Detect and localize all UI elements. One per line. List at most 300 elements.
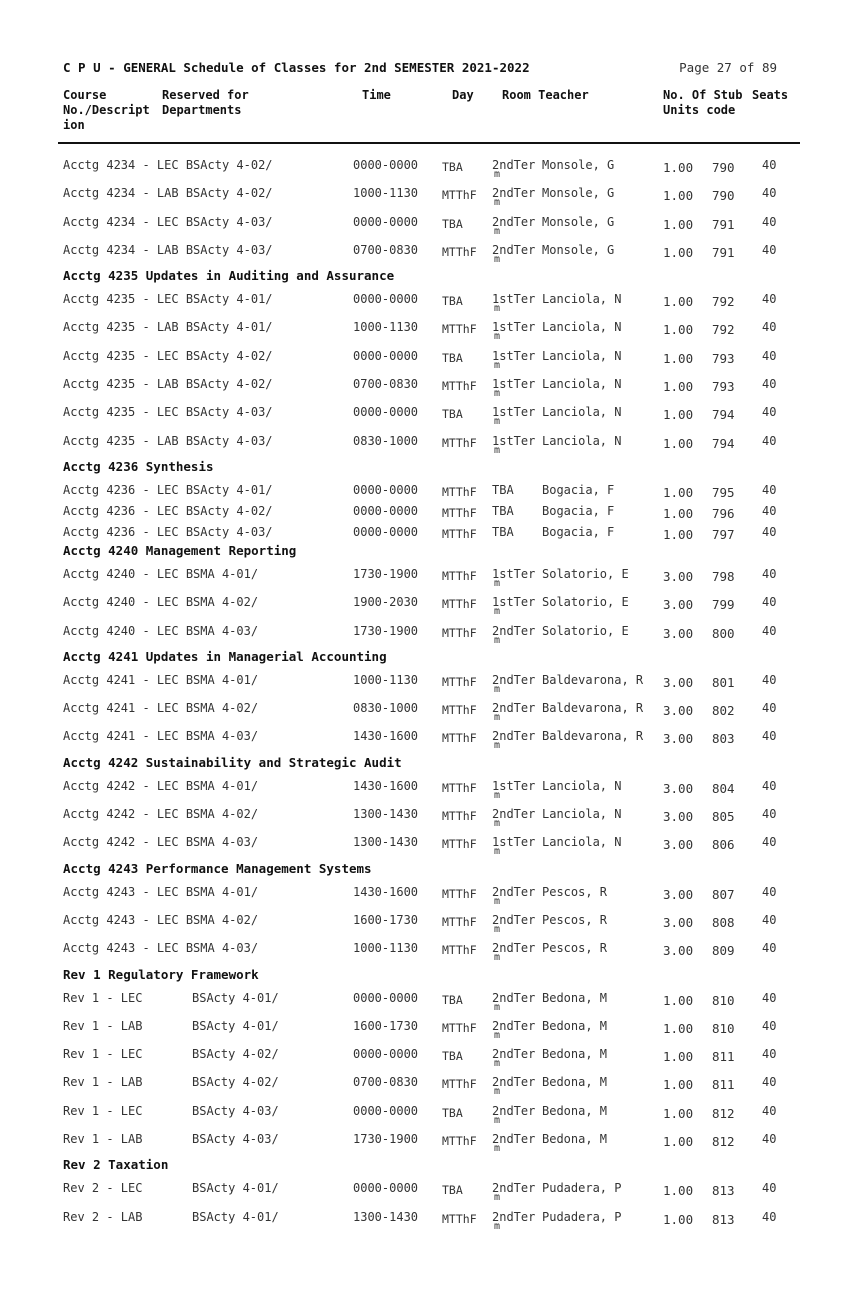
teacher-cell: Baldevarona, R: [542, 672, 644, 687]
day-cell: TBA: [442, 216, 463, 231]
day-cell: TBA: [442, 350, 463, 365]
table-row: [0, 1126, 850, 1154]
room-cell-wrap: m: [494, 1001, 501, 1013]
time-cell: 1300-1430: [353, 807, 419, 822]
room-cell: 2ndTer: [492, 623, 536, 638]
units-cell: 3.00: [663, 625, 694, 641]
teacher-cell: Lanciola, N: [542, 778, 622, 793]
page-title: C P U - GENERAL Schedule of Classes for 2nd SEMESTER 2021-2022: [63, 60, 530, 75]
time-cell: 0000-0000: [353, 1047, 419, 1062]
department-cell: BSActy 4-01/: [192, 1018, 279, 1033]
course-cell: Acctg 4243 - LEC BSMA 4-01/: [63, 884, 259, 899]
teacher-cell: Baldevarona, R: [542, 701, 644, 716]
header-time: Time: [362, 88, 391, 102]
room-cell: 2ndTer: [492, 242, 536, 257]
course-cell: Rev 1 - LEC: [63, 1047, 143, 1062]
units-cell: 1.00: [663, 1134, 694, 1150]
time-cell: 0000-0000: [353, 990, 419, 1005]
table-row: [0, 561, 850, 589]
table-row: [0, 589, 850, 617]
table-row: [0, 618, 850, 646]
seats-cell: 40: [762, 729, 777, 744]
units-cell: 1.00: [663, 350, 694, 366]
units-cell: 3.00: [663, 568, 694, 584]
day-cell: MTThF: [442, 322, 477, 337]
table-row: [0, 801, 850, 829]
table-row: [0, 667, 850, 695]
room-cell-wrap: m: [494, 388, 501, 400]
department-cell: BSActy 4-01/: [192, 1181, 279, 1196]
room-cell-wrap: m: [494, 577, 501, 589]
table-row: [0, 286, 850, 314]
teacher-cell: Lanciola, N: [542, 433, 622, 448]
course-cell: Acctg 4234 - LAB BSActy 4-03/: [63, 242, 273, 257]
header-room-teacher: Room Teacher: [502, 88, 589, 102]
room-cell-wrap: m: [494, 331, 501, 343]
table-row: [0, 428, 850, 456]
seats-cell: 40: [762, 1103, 777, 1118]
day-cell: MTThF: [442, 1020, 477, 1035]
day-cell: TBA: [442, 1049, 463, 1064]
room-cell: 1stTer: [492, 320, 536, 335]
seats-cell: 40: [762, 377, 777, 392]
teacher-cell: Monsole, G: [542, 242, 615, 257]
room-cell: 2ndTer: [492, 158, 536, 172]
course-cell: Rev 2 - LEC: [63, 1181, 143, 1196]
teacher-cell: Baldevarona, R: [542, 729, 644, 744]
room-cell-wrap: m: [494, 197, 501, 209]
units-cell: 3.00: [663, 914, 694, 930]
seats-cell: 40: [762, 214, 777, 229]
room-cell: 2ndTer: [492, 912, 536, 927]
stub-code-cell: 802: [712, 703, 735, 719]
units-cell: 1.00: [663, 1211, 694, 1227]
time-cell: 1000-1130: [353, 320, 419, 335]
stub-code-cell: 790: [712, 188, 735, 204]
table-row: [0, 399, 850, 427]
units-cell: 1.00: [663, 294, 694, 310]
stub-code-cell: 803: [712, 731, 735, 747]
seats-cell: 40: [762, 1075, 777, 1090]
room-cell-wrap: m: [494, 952, 501, 964]
teacher-cell: Solatorio, E: [542, 595, 629, 610]
teacher-cell: Pescos, R: [542, 941, 608, 956]
time-cell: 0000-0000: [353, 405, 419, 420]
room-cell-wrap: m: [494, 923, 501, 935]
time-cell: 0000-0000: [353, 503, 419, 518]
time-cell: 1900-2030: [353, 595, 419, 610]
seats-cell: 40: [762, 1047, 777, 1062]
table-row: [0, 1041, 850, 1069]
seats-cell: 40: [762, 835, 777, 850]
course-cell: Rev 1 - LAB: [63, 1075, 143, 1090]
course-cell: Rev 1 - LAB: [63, 1132, 143, 1147]
course-cell: Acctg 4241 - LEC BSMA 4-01/: [63, 672, 259, 687]
room-cell: 2ndTer: [492, 807, 536, 822]
course-cell: Acctg 4242 - LEC BSMA 4-03/: [63, 835, 259, 850]
stub-code-cell: 806: [712, 837, 735, 853]
section-heading: Acctg 4243 Performance Management Systems: [63, 860, 372, 876]
seats-cell: 40: [762, 990, 777, 1005]
stub-code-cell: 805: [712, 809, 735, 825]
table-row: [0, 209, 850, 237]
course-cell: Acctg 4235 - LEC BSActy 4-03/: [63, 405, 273, 420]
course-cell: Acctg 4234 - LEC BSActy 4-03/: [63, 214, 273, 229]
stub-code-cell: 792: [712, 294, 735, 310]
stub-code-cell: 811: [712, 1077, 735, 1093]
stub-code-cell: 794: [712, 407, 735, 423]
units-cell: 1.00: [663, 1077, 694, 1093]
time-cell: 1730-1900: [353, 566, 419, 581]
teacher-cell: Bedona, M: [542, 1103, 608, 1118]
stub-code-cell: 804: [712, 780, 735, 796]
course-cell: Acctg 4236 - LEC BSActy 4-01/: [63, 482, 273, 497]
course-cell: Acctg 4240 - LEC BSMA 4-01/: [63, 566, 259, 581]
room-cell: 2ndTer: [492, 1209, 536, 1224]
room-cell-wrap: m: [494, 1086, 501, 1098]
room-cell-wrap: m: [494, 225, 501, 237]
room-cell: 2ndTer: [492, 1103, 536, 1118]
teacher-cell: Monsole, G: [542, 158, 615, 172]
day-cell: MTThF: [442, 780, 477, 795]
day-cell: MTThF: [442, 244, 477, 259]
room-cell: 2ndTer: [492, 186, 536, 201]
day-cell: MTThF: [442, 484, 477, 499]
units-cell: 1.00: [663, 160, 694, 175]
time-cell: 1000-1130: [353, 672, 419, 687]
stub-code-cell: 793: [712, 350, 735, 366]
teacher-cell: Lanciola, N: [542, 292, 622, 307]
room-cell: 2ndTer: [492, 990, 536, 1005]
header-course: Course No./Descript ion: [63, 88, 150, 132]
stub-code-cell: 792: [712, 322, 735, 338]
seats-cell: 40: [762, 482, 777, 497]
teacher-cell: Lanciola, N: [542, 807, 622, 822]
table-row: [0, 1204, 850, 1232]
course-cell: Acctg 4236 - LEC BSActy 4-02/: [63, 503, 273, 518]
stub-code-cell: 812: [712, 1134, 735, 1150]
teacher-cell: Lanciola, N: [542, 377, 622, 392]
time-cell: 1730-1900: [353, 1132, 419, 1147]
time-cell: 1430-1600: [353, 778, 419, 793]
seats-cell: 40: [762, 941, 777, 956]
seats-cell: 40: [762, 884, 777, 899]
stub-code-cell: 810: [712, 992, 735, 1008]
time-cell: 0000-0000: [353, 348, 419, 363]
teacher-cell: Bedona, M: [542, 1018, 608, 1033]
teacher-cell: Solatorio, E: [542, 566, 629, 581]
time-cell: 0000-0000: [353, 158, 419, 172]
units-cell: 1.00: [663, 1020, 694, 1036]
stub-code-cell: 791: [712, 216, 735, 232]
teacher-cell: Pescos, R: [542, 912, 608, 927]
course-cell: Acctg 4234 - LAB BSActy 4-02/: [63, 186, 273, 201]
section-heading: Acctg 4242 Sustainability and Strategic Audit: [63, 754, 402, 770]
course-cell: Acctg 4241 - LEC BSMA 4-02/: [63, 701, 259, 716]
day-cell: MTThF: [442, 837, 477, 852]
teacher-cell: Monsole, G: [542, 186, 615, 201]
day-cell: TBA: [442, 1105, 463, 1120]
column-header: [0, 88, 850, 134]
room-cell: 1stTer: [492, 433, 536, 448]
room-cell: 2ndTer: [492, 941, 536, 956]
day-cell: MTThF: [442, 188, 477, 203]
teacher-cell: Pudadera, P: [542, 1209, 622, 1224]
time-cell: 0000-0000: [353, 482, 419, 497]
room-cell: 2ndTer: [492, 672, 536, 687]
day-cell: MTThF: [442, 505, 477, 520]
stub-code-cell: 807: [712, 886, 735, 902]
table-row: [0, 829, 850, 857]
units-cell: 1.00: [663, 1049, 694, 1065]
course-cell: Acctg 4240 - LEC BSMA 4-02/: [63, 595, 259, 610]
day-cell: MTThF: [442, 597, 477, 612]
teacher-cell: Solatorio, E: [542, 623, 629, 638]
seats-cell: 40: [762, 672, 777, 687]
course-cell: Acctg 4241 - LEC BSMA 4-03/: [63, 729, 259, 744]
room-cell-wrap: m: [494, 359, 501, 371]
seats-cell: 40: [762, 595, 777, 610]
course-cell: Acctg 4242 - LEC BSMA 4-01/: [63, 778, 259, 793]
room-cell: 1stTer: [492, 405, 536, 420]
teacher-cell: Bogacia, F: [542, 503, 615, 518]
room-cell: 2ndTer: [492, 1132, 536, 1147]
department-cell: BSActy 4-03/: [192, 1132, 279, 1147]
table-row: [0, 1175, 850, 1203]
units-cell: 1.00: [663, 188, 694, 204]
time-cell: 0830-1000: [353, 701, 419, 716]
room-cell: 2ndTer: [492, 214, 536, 229]
room-cell-wrap: m: [494, 712, 501, 724]
day-cell: TBA: [442, 294, 463, 309]
table-row: [0, 371, 850, 399]
teacher-cell: Pudadera, P: [542, 1181, 622, 1196]
units-cell: 3.00: [663, 837, 694, 853]
day-cell: MTThF: [442, 943, 477, 958]
units-cell: 1.00: [663, 526, 694, 542]
day-cell: MTThF: [442, 1211, 477, 1226]
teacher-cell: Bogacia, F: [542, 482, 615, 497]
units-cell: 1.00: [663, 484, 694, 500]
header-reserved: Reserved for Departments: [162, 88, 249, 117]
section-heading: Rev 1 Regulatory Framework: [63, 966, 259, 982]
table-row: [0, 1098, 850, 1126]
time-cell: 0000-0000: [353, 214, 419, 229]
room-cell-wrap: m: [494, 1029, 501, 1041]
day-cell: MTThF: [442, 914, 477, 929]
room-cell: 2ndTer: [492, 1047, 536, 1062]
course-cell: Rev 2 - LAB: [63, 1209, 143, 1224]
day-cell: TBA: [442, 1183, 463, 1198]
room-cell: 2ndTer: [492, 884, 536, 899]
course-cell: Acctg 4243 - LEC BSMA 4-03/: [63, 941, 259, 956]
table-row: [0, 343, 850, 371]
time-cell: 1600-1730: [353, 1018, 419, 1033]
room-cell: 1stTer: [492, 377, 536, 392]
day-cell: MTThF: [442, 886, 477, 901]
time-cell: 1300-1430: [353, 1209, 419, 1224]
table-row: [0, 1069, 850, 1097]
table-row: [0, 695, 850, 723]
section-heading: Rev 2 Taxation: [63, 1157, 169, 1173]
units-cell: 1.00: [663, 1183, 694, 1199]
stub-code-cell: 812: [712, 1105, 735, 1121]
time-cell: 0000-0000: [353, 1181, 419, 1196]
units-cell: 3.00: [663, 674, 694, 690]
course-cell: Acctg 4235 - LEC BSActy 4-02/: [63, 348, 273, 363]
time-cell: 1430-1600: [353, 884, 419, 899]
room-cell: TBA: [492, 503, 514, 518]
table-row: [0, 985, 850, 1013]
department-cell: BSActy 4-01/: [192, 990, 279, 1005]
seats-cell: 40: [762, 158, 777, 172]
course-cell: Acctg 4240 - LEC BSMA 4-03/: [63, 623, 259, 638]
seats-cell: 40: [762, 292, 777, 307]
course-cell: Rev 1 - LEC: [63, 990, 143, 1005]
room-cell: 1stTer: [492, 595, 536, 610]
table-row: [0, 152, 850, 180]
seats-cell: 40: [762, 1181, 777, 1196]
day-cell: TBA: [442, 407, 463, 422]
time-cell: 0000-0000: [353, 292, 419, 307]
stub-code-cell: 799: [712, 597, 735, 613]
table-row: [0, 237, 850, 265]
table-row: [0, 498, 850, 519]
seats-cell: 40: [762, 348, 777, 363]
teacher-cell: Pescos, R: [542, 884, 608, 899]
header-day: Day: [452, 88, 474, 102]
stub-code-cell: 794: [712, 435, 735, 451]
room-cell-wrap: m: [494, 846, 501, 858]
department-cell: BSActy 4-03/: [192, 1103, 279, 1118]
section-heading: Acctg 4235 Updates in Auditing and Assurance: [63, 268, 395, 284]
section-heading: Acctg 4241 Updates in Managerial Accounting: [63, 648, 387, 664]
course-cell: Acctg 4236 - LEC BSActy 4-03/: [63, 524, 273, 539]
units-cell: 3.00: [663, 780, 694, 796]
teacher-cell: Bedona, M: [542, 1075, 608, 1090]
room-cell-wrap: m: [494, 818, 501, 830]
time-cell: 1000-1130: [353, 941, 419, 956]
teacher-cell: Lanciola, N: [542, 835, 622, 850]
room-cell-wrap: m: [494, 253, 501, 265]
room-cell-wrap: m: [494, 444, 501, 456]
seats-cell: 40: [762, 524, 777, 539]
units-cell: 1.00: [663, 505, 694, 521]
time-cell: 1300-1430: [353, 835, 419, 850]
seats-cell: 40: [762, 778, 777, 793]
seats-cell: 40: [762, 566, 777, 581]
section-heading: Acctg 4240 Management Reporting: [63, 542, 297, 558]
units-cell: 1.00: [663, 1105, 694, 1121]
stub-code-cell: 796: [712, 505, 735, 521]
day-cell: MTThF: [442, 379, 477, 394]
day-cell: MTThF: [442, 1077, 477, 1092]
table-row: [0, 180, 850, 208]
table-row: [0, 723, 850, 751]
title-line: [63, 60, 783, 78]
stub-code-cell: 808: [712, 914, 735, 930]
stub-code-cell: 809: [712, 943, 735, 959]
table-row: [0, 879, 850, 907]
time-cell: 1730-1900: [353, 623, 419, 638]
teacher-cell: Monsole, G: [542, 214, 615, 229]
units-cell: 1.00: [663, 435, 694, 451]
room-cell-wrap: m: [494, 740, 501, 752]
stub-code-cell: 798: [712, 568, 735, 584]
schedule-table: [0, 152, 850, 1232]
teacher-cell: Bedona, M: [542, 990, 608, 1005]
seats-cell: 40: [762, 1209, 777, 1224]
day-cell: MTThF: [442, 703, 477, 718]
header-units-stub: No. Of Stub Units code: [663, 88, 743, 117]
day-cell: MTThF: [442, 526, 477, 541]
seats-cell: 40: [762, 1132, 777, 1147]
units-cell: 1.00: [663, 407, 694, 423]
units-cell: 3.00: [663, 809, 694, 825]
room-cell: 1stTer: [492, 835, 536, 850]
stub-code-cell: 811: [712, 1049, 735, 1065]
room-cell: 1stTer: [492, 778, 536, 793]
header-divider: [58, 142, 800, 144]
room-cell: TBA: [492, 524, 514, 539]
course-cell: Acctg 4235 - LAB BSActy 4-02/: [63, 377, 273, 392]
seats-cell: 40: [762, 186, 777, 201]
units-cell: 1.00: [663, 379, 694, 395]
time-cell: 1430-1600: [353, 729, 419, 744]
day-cell: MTThF: [442, 625, 477, 640]
room-cell-wrap: m: [494, 1192, 501, 1204]
teacher-cell: Bogacia, F: [542, 524, 615, 539]
room-cell: 2ndTer: [492, 729, 536, 744]
stub-code-cell: 813: [712, 1183, 735, 1199]
time-cell: 0700-0830: [353, 377, 419, 392]
room-cell: TBA: [492, 482, 514, 497]
units-cell: 3.00: [663, 886, 694, 902]
table-row: [0, 314, 850, 342]
units-cell: 1.00: [663, 216, 694, 232]
day-cell: MTThF: [442, 568, 477, 583]
course-cell: Acctg 4242 - LEC BSMA 4-02/: [63, 807, 259, 822]
room-cell-wrap: m: [494, 895, 501, 907]
stub-code-cell: 797: [712, 526, 735, 542]
department-cell: BSActy 4-02/: [192, 1075, 279, 1090]
time-cell: 0700-0830: [353, 1075, 419, 1090]
room-cell-wrap: m: [494, 634, 501, 646]
room-cell-wrap: m: [494, 1114, 501, 1126]
department-cell: BSActy 4-02/: [192, 1047, 279, 1062]
room-cell: 1stTer: [492, 292, 536, 307]
course-cell: Acctg 4243 - LEC BSMA 4-02/: [63, 912, 259, 927]
day-cell: MTThF: [442, 1134, 477, 1149]
room-cell-wrap: m: [494, 606, 501, 618]
day-cell: MTThF: [442, 674, 477, 689]
seats-cell: 40: [762, 807, 777, 822]
seats-cell: 40: [762, 503, 777, 518]
seats-cell: 40: [762, 623, 777, 638]
department-cell: BSActy 4-01/: [192, 1209, 279, 1224]
day-cell: TBA: [442, 992, 463, 1007]
room-cell: 1stTer: [492, 348, 536, 363]
stub-code-cell: 801: [712, 674, 735, 690]
room-cell-wrap: m: [494, 1058, 501, 1070]
seats-cell: 40: [762, 320, 777, 335]
room-cell: 2ndTer: [492, 701, 536, 716]
seats-cell: 40: [762, 912, 777, 927]
time-cell: 1600-1730: [353, 912, 419, 927]
stub-code-cell: 795: [712, 484, 735, 500]
room-cell-wrap: m: [494, 416, 501, 428]
room-cell-wrap: m: [494, 683, 501, 695]
